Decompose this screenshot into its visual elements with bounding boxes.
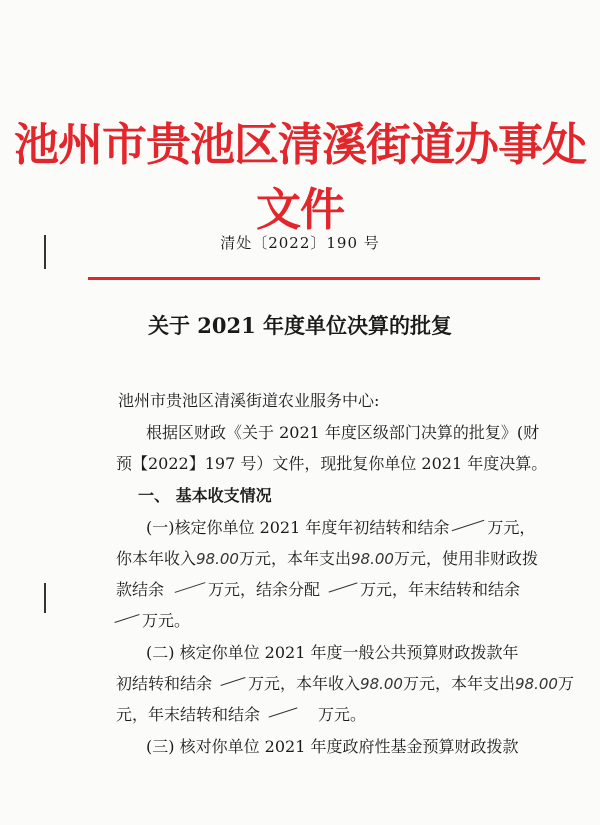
- para1-line2: [116, 546, 538, 569]
- para2-text-b1: 初结转和结余: [116, 674, 213, 693]
- handwritten-blank-stroke: [112, 610, 142, 626]
- para1-line3: [116, 577, 520, 600]
- para1-line4: [112, 608, 190, 631]
- handwritten-blank-stroke: [266, 704, 300, 720]
- addressee: 池州市贵池区清溪街道农业服务中心:: [118, 391, 380, 410]
- handwritten-blank-stroke: [326, 579, 360, 595]
- para1-text-d: 万元。: [142, 611, 191, 630]
- para2-text-b4: 万: [557, 674, 574, 693]
- handwritten-blank-stroke: [449, 517, 487, 533]
- para1-text-c3: 万元，年末结转和结余: [360, 580, 521, 599]
- para1-line1: [146, 515, 535, 538]
- para3-line1: (三) 核对你单位 2021 年度政府性基金预算财政拨款: [146, 737, 519, 756]
- para1-text-c1: 款结余: [116, 580, 165, 599]
- para2-text-c2: 万元。: [318, 705, 367, 724]
- para1-text-b1: 你本年收入: [116, 549, 197, 568]
- handwritten-expense: 98.00: [350, 550, 394, 568]
- para2-line3: [116, 702, 366, 725]
- issuer-header: 池州市贵池区清溪街道办事处文件: [13, 118, 586, 236]
- handwritten-income: 98.00: [360, 675, 403, 693]
- handwritten-blank-stroke: [218, 673, 248, 689]
- para2-text-b2: 万元，本年收入: [248, 674, 361, 693]
- para2-text-b3: 万元，本年支出: [402, 674, 515, 693]
- red-divider: [88, 277, 540, 280]
- para1-text-a-end: 万元，: [487, 518, 536, 537]
- para2-line1: (二) 核定你单位 2021 年度一般公共预算财政拨款年: [146, 643, 519, 662]
- para2-line2: [116, 671, 574, 694]
- handwritten-income: 98.00: [196, 550, 239, 568]
- intro-line-2: 预【2022】197 号）文件，现批复你单位 2021 年度决算。: [116, 454, 548, 473]
- handwritten-expense: 98.00: [515, 675, 558, 693]
- document-title: 关于 2021 年度单位决算的批复: [147, 313, 453, 338]
- para1-text-c2: 万元，结余分配: [208, 580, 321, 599]
- intro-line-1: 根据区财政《关于 2021 年度区级部门决算的批复》(财: [146, 423, 540, 442]
- handwritten-blank-stroke: [172, 579, 208, 595]
- section-heading-basic: 一、 基本收支情况: [138, 486, 272, 505]
- para1-text-a: (一)核定你单位 2021 年度年初结转和结余: [146, 518, 450, 537]
- document-number: 清处〔2022〕190 号: [220, 234, 380, 252]
- binding-mark-bottom: [44, 583, 46, 613]
- para1-text-b2: 万元，本年支出: [238, 549, 351, 568]
- para1-text-b3: 万元，使用非财政拨: [393, 549, 538, 568]
- para2-text-c1: 元，年末结转和结余: [116, 705, 261, 724]
